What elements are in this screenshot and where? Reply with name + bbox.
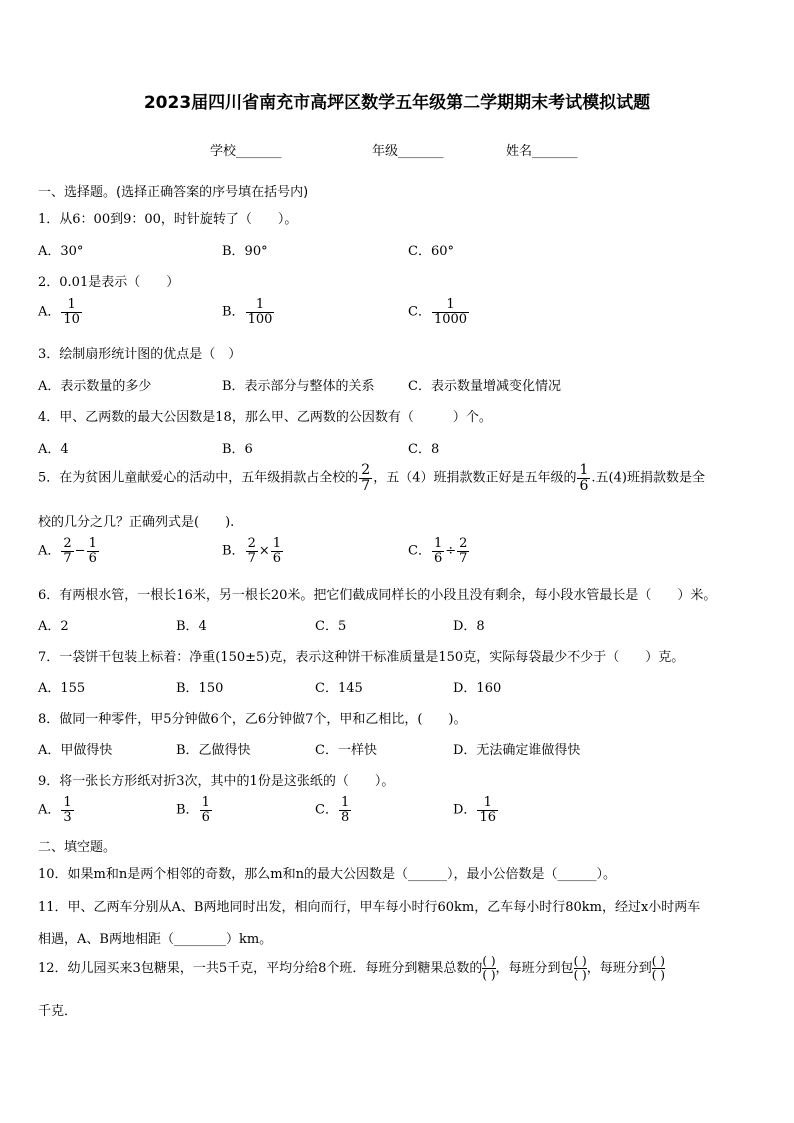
q8-option-a: A．甲做得快 (38, 743, 113, 758)
q5-option-b: B． $\frac{2}{7}$ × $\frac{1}{6}$ (222, 536, 282, 566)
q1-option-c: C．60° (408, 244, 454, 259)
q12-stem-line1: 12．幼儿园买来3包糖果，一共5千克，平均分给8个班．每班分到糖果总数的 $\frac{( )}{( )}$ ，每班分到包 $\frac{( )}{( )}$ ，每班分到 $\frac{( )}{( )}$ (38, 954, 665, 983)
q9-stem: 9．将一张长方形纸对折3次，其中的1份是这张纸的（ ）。 (38, 774, 395, 789)
q6-option-b: B．4 (176, 619, 207, 634)
q11-stem-line2: 相遇，A、B两地相距（________）km。 (38, 932, 273, 947)
school-field: 学校_______ (210, 144, 282, 159)
q2-option-a: A． $\frac{1}{10}$ (38, 297, 80, 327)
q11-stem-line1: 11．甲、乙两车分别从A、B两地同时出发，相向而行，甲车每小时行60km，乙车每小时行80km，经过x小时两车 (38, 900, 701, 915)
q6-option-d: D．8 (453, 619, 485, 634)
q7-stem: 7．一袋饼干包装上标着：净重(150±5)克，表示这种饼干标准质量是150克，实际每袋最少不少于（ ）克。 (38, 650, 685, 665)
section-fill-heading: 二、填空题。 (38, 840, 117, 855)
q9-option-a: A． $\frac{1}{3}$ (38, 795, 72, 825)
q9-option-d: D． $\frac{1}{16}$ (453, 795, 496, 825)
page-title: 2023届四川省南充市高坪区数学五年级第二学期期末考试模拟试题 (143, 93, 651, 113)
q9-option-c: C． $\frac{1}{8}$ (315, 795, 350, 825)
q5-stem-line1: 5．在为贫困儿童献爱心的活动中，五年级捐款占全校的 $\frac{2}{7}$ ，五（4）班捐款数正好是五年级的 $\frac{1}{6}$ .五(4)班捐款数是全 (38, 462, 705, 494)
q3-option-b: B．表示部分与整体的关系 (222, 379, 375, 394)
q1-stem: 1．从6：00到9：00，时针旋转了（ ）。 (38, 212, 298, 227)
grade-field: 年级_______ (372, 144, 444, 159)
q9-option-b: B． $\frac{1}{6}$ (176, 795, 210, 825)
q6-option-c: C．5 (315, 619, 347, 634)
q6-option-a: A．2 (38, 619, 69, 634)
q12-stem-line2: 千克． (38, 1004, 78, 1019)
name-field: 姓名_______ (506, 144, 578, 159)
q1-option-b: B．90° (222, 244, 268, 259)
q1-option-a: A．30° (38, 244, 84, 259)
q7-option-b: B．150 (176, 681, 224, 696)
q4-option-c: C．8 (408, 442, 440, 457)
q5-option-a: A． $\frac{2}{7}$ − $\frac{1}{6}$ (38, 536, 97, 566)
q4-option-b: B．6 (222, 442, 253, 457)
q3-option-a: A．表示数量的多少 (38, 379, 152, 394)
q8-option-d: D．无法确定谁做得快 (453, 743, 581, 758)
q2-stem: 2．0.01是表示（ ） (38, 275, 180, 290)
q10-stem: 10．如果m和n是两个相邻的奇数，那么m和n的最大公因数是（______），最小公倍数是（______）。 (38, 867, 616, 882)
q7-option-c: C．145 (315, 681, 363, 696)
q7-option-d: D．160 (453, 681, 502, 696)
q4-stem: 4．甲、乙两数的最大公因数是18，那么甲、乙两数的公因数有（ ）个。 (38, 410, 492, 425)
q8-stem: 8．做同一种零件，甲5分钟做6个，乙6分钟做7个，甲和乙相比，( )。 (38, 712, 467, 727)
q8-option-c: C．一样快 (315, 743, 377, 758)
section-choice-heading: 一、选择题。(选择正确答案的序号填在括号内) (38, 185, 309, 200)
q3-option-c: C．表示数量增减变化情况 (408, 379, 561, 394)
q3-stem: 3．绘制扇形统计图的优点是（ ） (38, 347, 242, 362)
q5-option-c: C． $\frac{1}{6}$ ÷ $\frac{2}{7}$ (408, 536, 468, 566)
q5-stem-line2: 校的几分之几？正确列式是( ). (38, 515, 235, 530)
q2-option-b: B． $\frac{1}{100}$ (222, 297, 273, 327)
q6-stem: 6．有两根水管，一根长16米，另一根长20米。把它们截成同样长的小段且没有剩余，每小段水管最长是（ ）米。 (38, 588, 717, 603)
q7-option-a: A．155 (38, 681, 86, 696)
q4-option-a: A．4 (38, 442, 69, 457)
q2-option-c: C． $\frac{1}{1000}$ (408, 297, 468, 327)
q8-option-b: B．乙做得快 (176, 743, 251, 758)
